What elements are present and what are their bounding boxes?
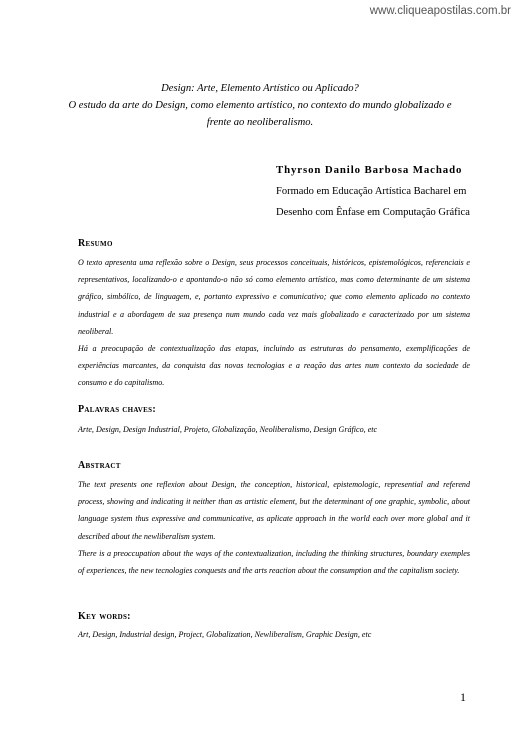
author-affiliation-2: Desenho com Ênfase em Computação Gráfica	[276, 207, 470, 218]
author-name: Thyrson Danilo Barbosa Machado	[276, 164, 463, 176]
abstract-paragraph-1: The text presents one reflexion about Design, the conception, historical, epistemologic, represential and referend process, showing and indicating it neither than as artistic element, but the determinant of one graphic, symbolic, about language system thus expressive and communicative, as aplicate approach in the world each over more global and it described about the newliberalism system.	[78, 480, 470, 541]
site-watermark: www.cliqueapostilas.com.br	[369, 5, 511, 17]
title-line-1: Design: Arte, Elemento Artístico ou Aplicado?	[161, 83, 359, 94]
page-number: 1	[460, 690, 466, 704]
title-line-3: frente ao neoliberalismo.	[206, 117, 314, 128]
abstract-heading: Abstract	[78, 460, 121, 471]
palavras-chaves-heading: Palavras chaves:	[78, 404, 156, 415]
resumo-heading: Resumo	[78, 238, 113, 249]
title-line-2: O estudo da arte do Design, como elemento artístico, no contexto do mundo globalizado e	[68, 100, 452, 111]
title-block	[40, 80, 480, 131]
palavras-chaves-text: Arte, Design, Design Industrial, Projeto, Globalização, Neoliberalismo, Design Gráfico, etc	[78, 425, 378, 434]
key-words-heading: Key words:	[78, 611, 131, 622]
abstract-body	[78, 476, 470, 579]
resumo-paragraph-2: Há a preocupação de contextualização das etapas, incluindo as estruturas do pensamento, exemplificações de experiências marcantes, da conquista das novas tecnologias e a reação das artes num contexto da sociedade de consumo e do capitalismo.	[78, 344, 470, 388]
resumo-body	[78, 254, 470, 392]
resumo-paragraph-1: O texto apresenta uma reflexão sobre o Design, seus processos conceituais, históricos, epistemológicos, referenciais e representativos, localizando-o e apontando-o não só como elemento artístico, mas como determinante de um sistema gráfico, simbólico, de linguagem, e, portanto expressivo e comunicativo; que como elemento aplicado no contexto industrial e a abordagem de sua presença num mundo cada vez mais globalizado e caracterizado por um sistema neoliberal.	[78, 258, 470, 336]
key-words-text: Art, Design, Industrial design, Project, Globalization, Newliberalism, Graphic Design, etc	[78, 630, 372, 639]
author-block	[276, 160, 488, 223]
author-affiliation-1: Formado em Educação Artística Bacharel em	[276, 186, 467, 197]
abstract-paragraph-2: There is a preoccupation about the ways of the contextualization, including the thinking structures, boundary exemples of experiences, the new tecnologies conquests and the arts reaction about the consumption and the capitalism society.	[78, 548, 470, 576]
